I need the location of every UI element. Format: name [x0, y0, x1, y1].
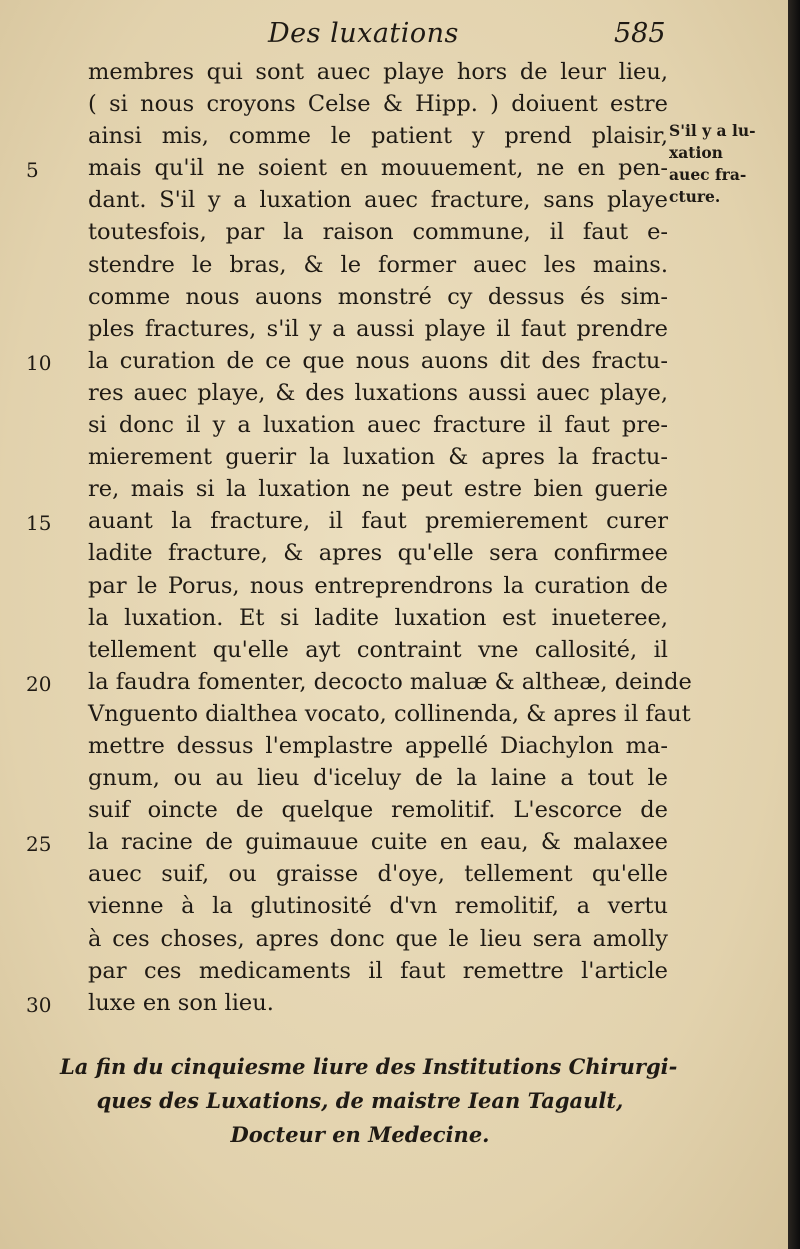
text-line: suif oincte de quelque remolitif. L'escorce de	[88, 797, 668, 824]
text-line: la curation de ce que nous auons dit des fractu-	[88, 347, 668, 374]
text-line: tellement qu'elle ayt contraint vne callosité, il	[88, 636, 668, 663]
text-line: res auec playe, & des luxations aussi auec playe,	[88, 379, 668, 406]
line-number: 30	[26, 992, 52, 1017]
page-edge-shadow	[788, 0, 800, 1249]
text-line: dant. S'il y a luxation auec fracture, sans playe	[88, 187, 668, 214]
margin-note-line: xation	[669, 143, 723, 162]
text-line: re, mais si la luxation ne peut estre bien guerie	[88, 476, 668, 503]
text-line: stendre le bras, & le former auec les mains.	[88, 251, 668, 278]
colophon-line: ques des Luxations, de maistre Iean Tagault,	[96, 1088, 624, 1113]
line-number: 15	[26, 511, 52, 536]
margin-note-line: cture.	[669, 187, 721, 206]
text-line: ladite fracture, & apres qu'elle sera confirmee	[88, 540, 668, 567]
text-line: la luxation. Et si ladite luxation est inueteree,	[88, 604, 668, 631]
running-title: Des luxations	[268, 18, 459, 49]
margin-note-line: S'il y a lu-	[669, 121, 756, 140]
colophon	[60, 1050, 678, 1152]
text-line: à ces choses, apres donc que le lieu sera amolly	[88, 925, 668, 952]
text-line: auant la fracture, il faut premierement curer	[88, 508, 668, 535]
text-line: gnum, ou au lieu d'iceluy de la laine a tout le	[88, 765, 668, 792]
text-line: comme nous auons monstré cy dessus és sim-	[88, 283, 668, 310]
text-line: la faudra fomenter, decocto maluæ & altheæ, deinde	[88, 668, 692, 695]
text-line: luxe en son lieu.	[88, 989, 274, 1016]
text-line: si donc il y a luxation auec fracture il faut pre-	[88, 412, 668, 439]
page-header	[0, 14, 788, 54]
text-line: ( si nous croyons Celse & Hipp. ) doiuent estre	[88, 91, 668, 118]
text-line: par le Porus, nous entreprendrons la curation de	[88, 572, 668, 599]
line-number: 10	[26, 350, 52, 375]
line-number: 5	[26, 158, 39, 183]
text-line: membres qui sont auec playe hors de leur lieu,	[88, 59, 668, 85]
text-line: vienne à la glutinosité d'vn remolitif, a vertu	[88, 893, 668, 920]
page-number: 585	[614, 18, 666, 49]
colophon-line: La fin du cinquiesme liure des Institutions Chirurgi-	[60, 1054, 678, 1079]
line-number: 20	[26, 671, 52, 696]
colophon-line: Docteur en Medecine.	[230, 1122, 490, 1147]
body-text	[88, 56, 692, 1019]
text-line: toutesfois, par la raison commune, il faut e-	[88, 219, 668, 246]
text-line: auec suif, ou graisse d'oye, tellement qu'elle	[88, 861, 668, 888]
text-line: mettre dessus l'emplastre appellé Diachylon ma-	[88, 732, 668, 759]
text-line: la racine de guimauue cuite en eau, & malaxee	[88, 829, 668, 856]
text-line: ainsi mis, comme le patient y prend plaisir,	[88, 123, 668, 150]
text-line: mierement guerir la luxation & apres la fractu-	[88, 444, 668, 471]
margin-note	[669, 120, 779, 208]
line-number: 25	[26, 832, 52, 857]
margin-note-line: auec fra-	[669, 165, 747, 184]
text-line: par ces medicaments il faut remettre l'article	[88, 957, 668, 984]
text-line: mais qu'il ne soient en mouuement, ne en pen-	[88, 155, 668, 182]
text-line: ples fractures, s'il y a aussi playe il faut prendre	[88, 315, 668, 342]
text-line: Vnguento dialthea vocato, collinenda, & apres il faut	[88, 700, 691, 727]
